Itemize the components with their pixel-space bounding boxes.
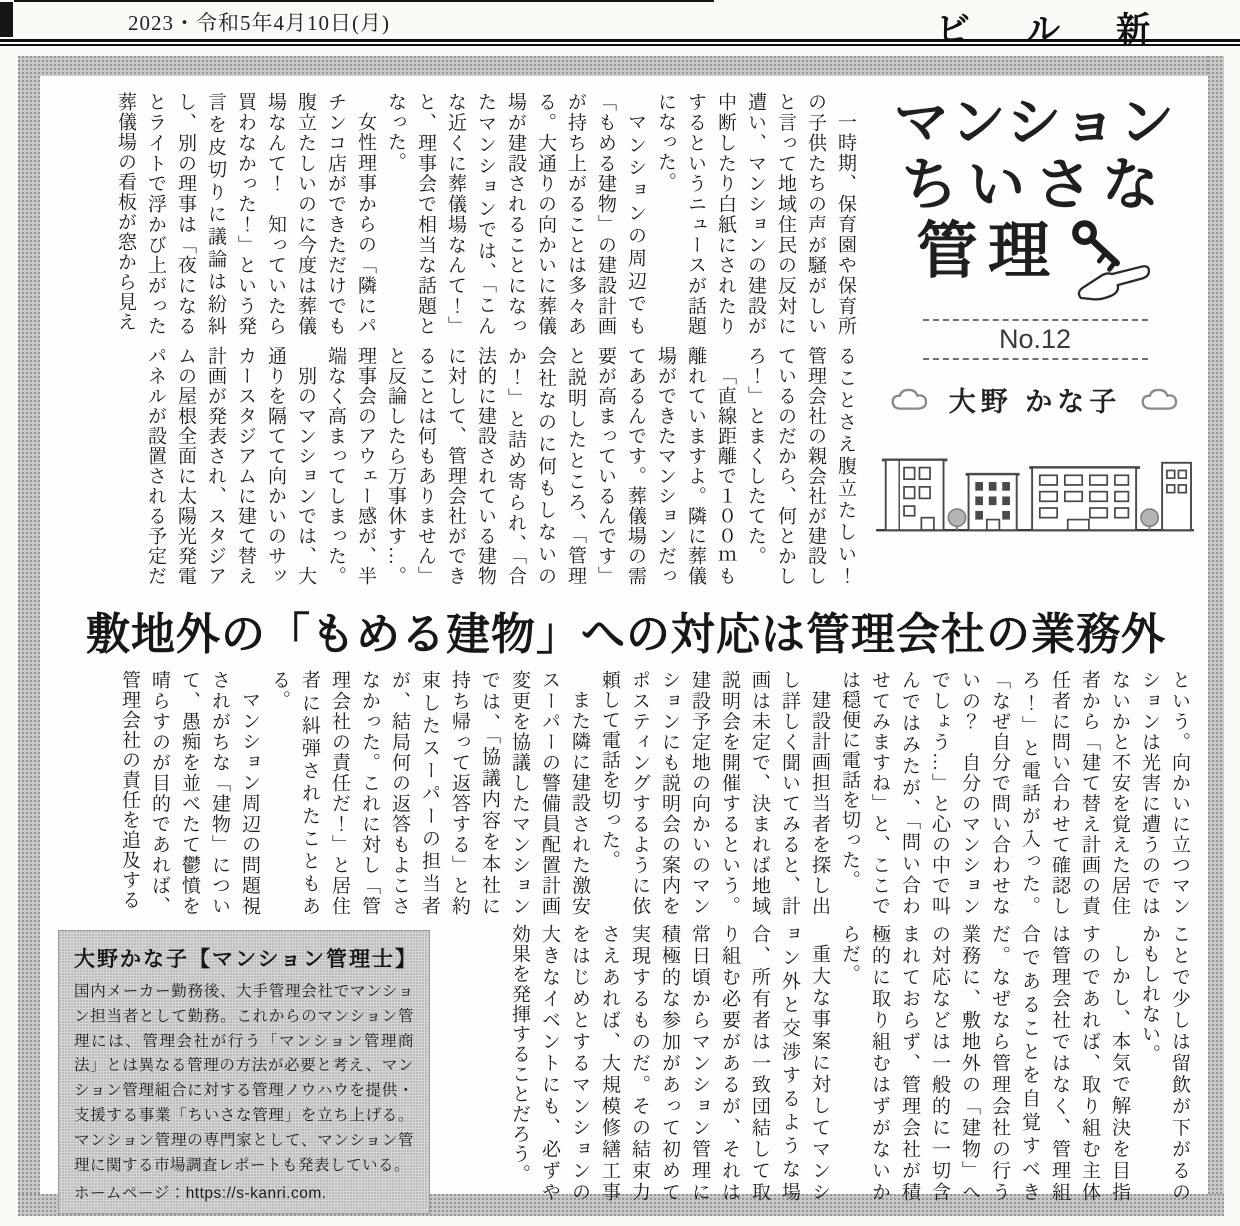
article-paragraph: ことで少しは留飲が下がるのかもしれない。 <box>1139 924 1190 1202</box>
article-paragraph: また隣に建設された激安スーパーの警備員配置計画変更を協議したマンションでは、「協議内容を本社に持ち帰って返答する」と約束したスーパーの担当者が、結局何の返答もよこさなかった。これに対し「管理会社の責任だ！」と居住者に糾弾されたこともある。 <box>269 670 590 916</box>
article-paragraph: 女性理事からの「隣にパチンコ店ができただけでも腹立たしいのに今度は葬儀場なんて！ 知っていたら買わなかった！」という発言を皮切りに議論は紛糾し、別の理事は「夜になるとライトで浮かび上がった葬儀場の看板が窓から見え <box>115 92 376 336</box>
article-bottom-lower <box>58 924 1194 1214</box>
article-paragraph: ることさえ腹立たしい！ 管理会社の親会社が建設しているのだから、何とかしろ！」とまくしたてた。 <box>745 346 856 606</box>
column-title-line-2: ちいさな <box>901 152 1169 217</box>
article-paragraph: マンション周辺の問題視されがちな「建物」について、愚痴を並べたて鬱憤を晴らすのが目的であれば、管理会社の責任を追及する <box>119 670 260 916</box>
issue-number: No.12 <box>923 319 1148 360</box>
masthead-title: ビル新 <box>936 12 1206 49</box>
profile-body: 国内メーカー勤務後、大手管理会社でマンション担当者として勤務。これからのマンション管理には、管理会社が行う「マンション管理商法」とは異なる管理の方法が必要と考え、マンション管理組合に対する管理ノウハウを提供・支援する事業「ちいさな管理」を立ち上げる。マンション管理の専門家として、マンション管理に関する市場調査レポートも発表している。 <box>74 983 414 1174</box>
corner-bar <box>0 2 13 37</box>
cloud-icon <box>1137 387 1183 413</box>
column-title <box>876 92 1194 309</box>
article-bottom-dan-2 <box>442 924 1194 1202</box>
column-title-line-3: 管理 <box>915 217 1060 287</box>
frame-band-left <box>18 56 40 1216</box>
key-hand-icon <box>1062 217 1154 309</box>
main-headline: 敷地外の「もめる建物」への対応は管理会社の業務外 <box>86 610 1166 659</box>
cloud-icon <box>887 387 933 413</box>
article-paragraph: 建設計画担当者を探し出し詳しく聞いてみると、計画は未定で、決まれば地域説明会を開催するという。建設予定地の向かいのマンションにも説明会の案内をポスティングするように依頼して電話を切った。 <box>599 670 830 916</box>
column-title-block <box>876 92 1194 586</box>
profile-title: 大野かな子【マンション管理士】 <box>74 948 419 971</box>
author-profile-box <box>58 930 430 1214</box>
frame-band-top <box>18 56 1224 76</box>
article-paragraph: という。向かいに立つマンションは光害に遭うのではないかと不安を覚えた居住者から「建て替え計画の責任者に問い合わせて確認しろ！」と電話が入った。「なぜ自分で問い合わせないの？ 自分のマンションでしょう…」と心の中で叫んではみたが、「問い合わせてみますね」と、ここでは穏便に電話を切った。 <box>839 670 1190 916</box>
article-paragraph: 「直線距離で１００ｍも離れていますよ。隣に葬儀場ができたマンションだってあるんです。葬儀場の需要が高まっているんです」と説明したところ、「管理会社なのに何もしないのか！」と詰め寄られ、「合法的に建設されている建物に対して、管理会社ができることは何もありません」と反論したら万事休す…。理事会のアウェー感が、半端なく高まってしまった。 <box>325 346 736 586</box>
header-double-rule <box>0 39 1240 46</box>
profile-homepage: ホームページ：https://s-kanri.com. <box>74 1185 327 1203</box>
frame-band-right <box>1208 56 1224 1216</box>
article-paragraph: マンションの周辺でも「もめる建物」の建設計画が持ち上がることは多々ある。大通りの向かいに葬儀場が建設されることになったマンションでは、「こんな近くに葬儀場なんて！」と、理事会で相当な話題となった。 <box>385 92 646 336</box>
article-content <box>40 76 1208 1203</box>
article-paragraph: しかし、本気で解決を目指すのであれば、取り組む主体は管理会社ではなく、管理組合であることを自覚すべきだ。なぜなら管理会社の行う業務に、敷地外の「建物」への対応などは一般的に一切含まれておらず、管理会社が積極的に取り組むはずがないからだ。 <box>839 924 1130 1202</box>
author-name: 大野 かな子 <box>948 387 1122 418</box>
headline-zone <box>58 598 1194 662</box>
top-rule <box>14 0 714 2</box>
article-paragraph: 一時期、保育園や保育所の子供たちの声が騒がしいと言って地域住民の反対に遭い、マンションの建設が中断したり白紙にされたりするというニュースが話題になった。 <box>655 92 856 336</box>
article-paragraph: 重大な事案に対してマンション外と交渉するような場合、所有者は一致団結して取り組む必要があるが、それは常日頃からマンション管理に積極的な参加があって初めて実現するものだ。その結束力さえあれば、大規模修繕工事をはじめとするマンションの大きなイベントにも、必ずや効果を発揮することだろう。 <box>509 924 830 1202</box>
buildings-illustration <box>876 431 1194 535</box>
article-top-dan-1 <box>58 92 860 336</box>
article-top-zone <box>58 91 1194 606</box>
article-top-text <box>58 92 860 606</box>
article-bottom-dan-1 <box>58 670 1194 916</box>
author-byline <box>876 380 1194 419</box>
issue-date: 2023・令和5年4月10日(月) <box>128 11 390 35</box>
article-top-dan-2 <box>58 346 860 606</box>
article-paragraph: 別のマンションでは、大通りを隔てて向かいのサッカースタジアムに建て替え計画が発表され、スタジアムの屋根全面に太陽光発電パネルが設置される予定だ <box>145 346 316 586</box>
column-title-line-1: マンション <box>893 91 1177 153</box>
